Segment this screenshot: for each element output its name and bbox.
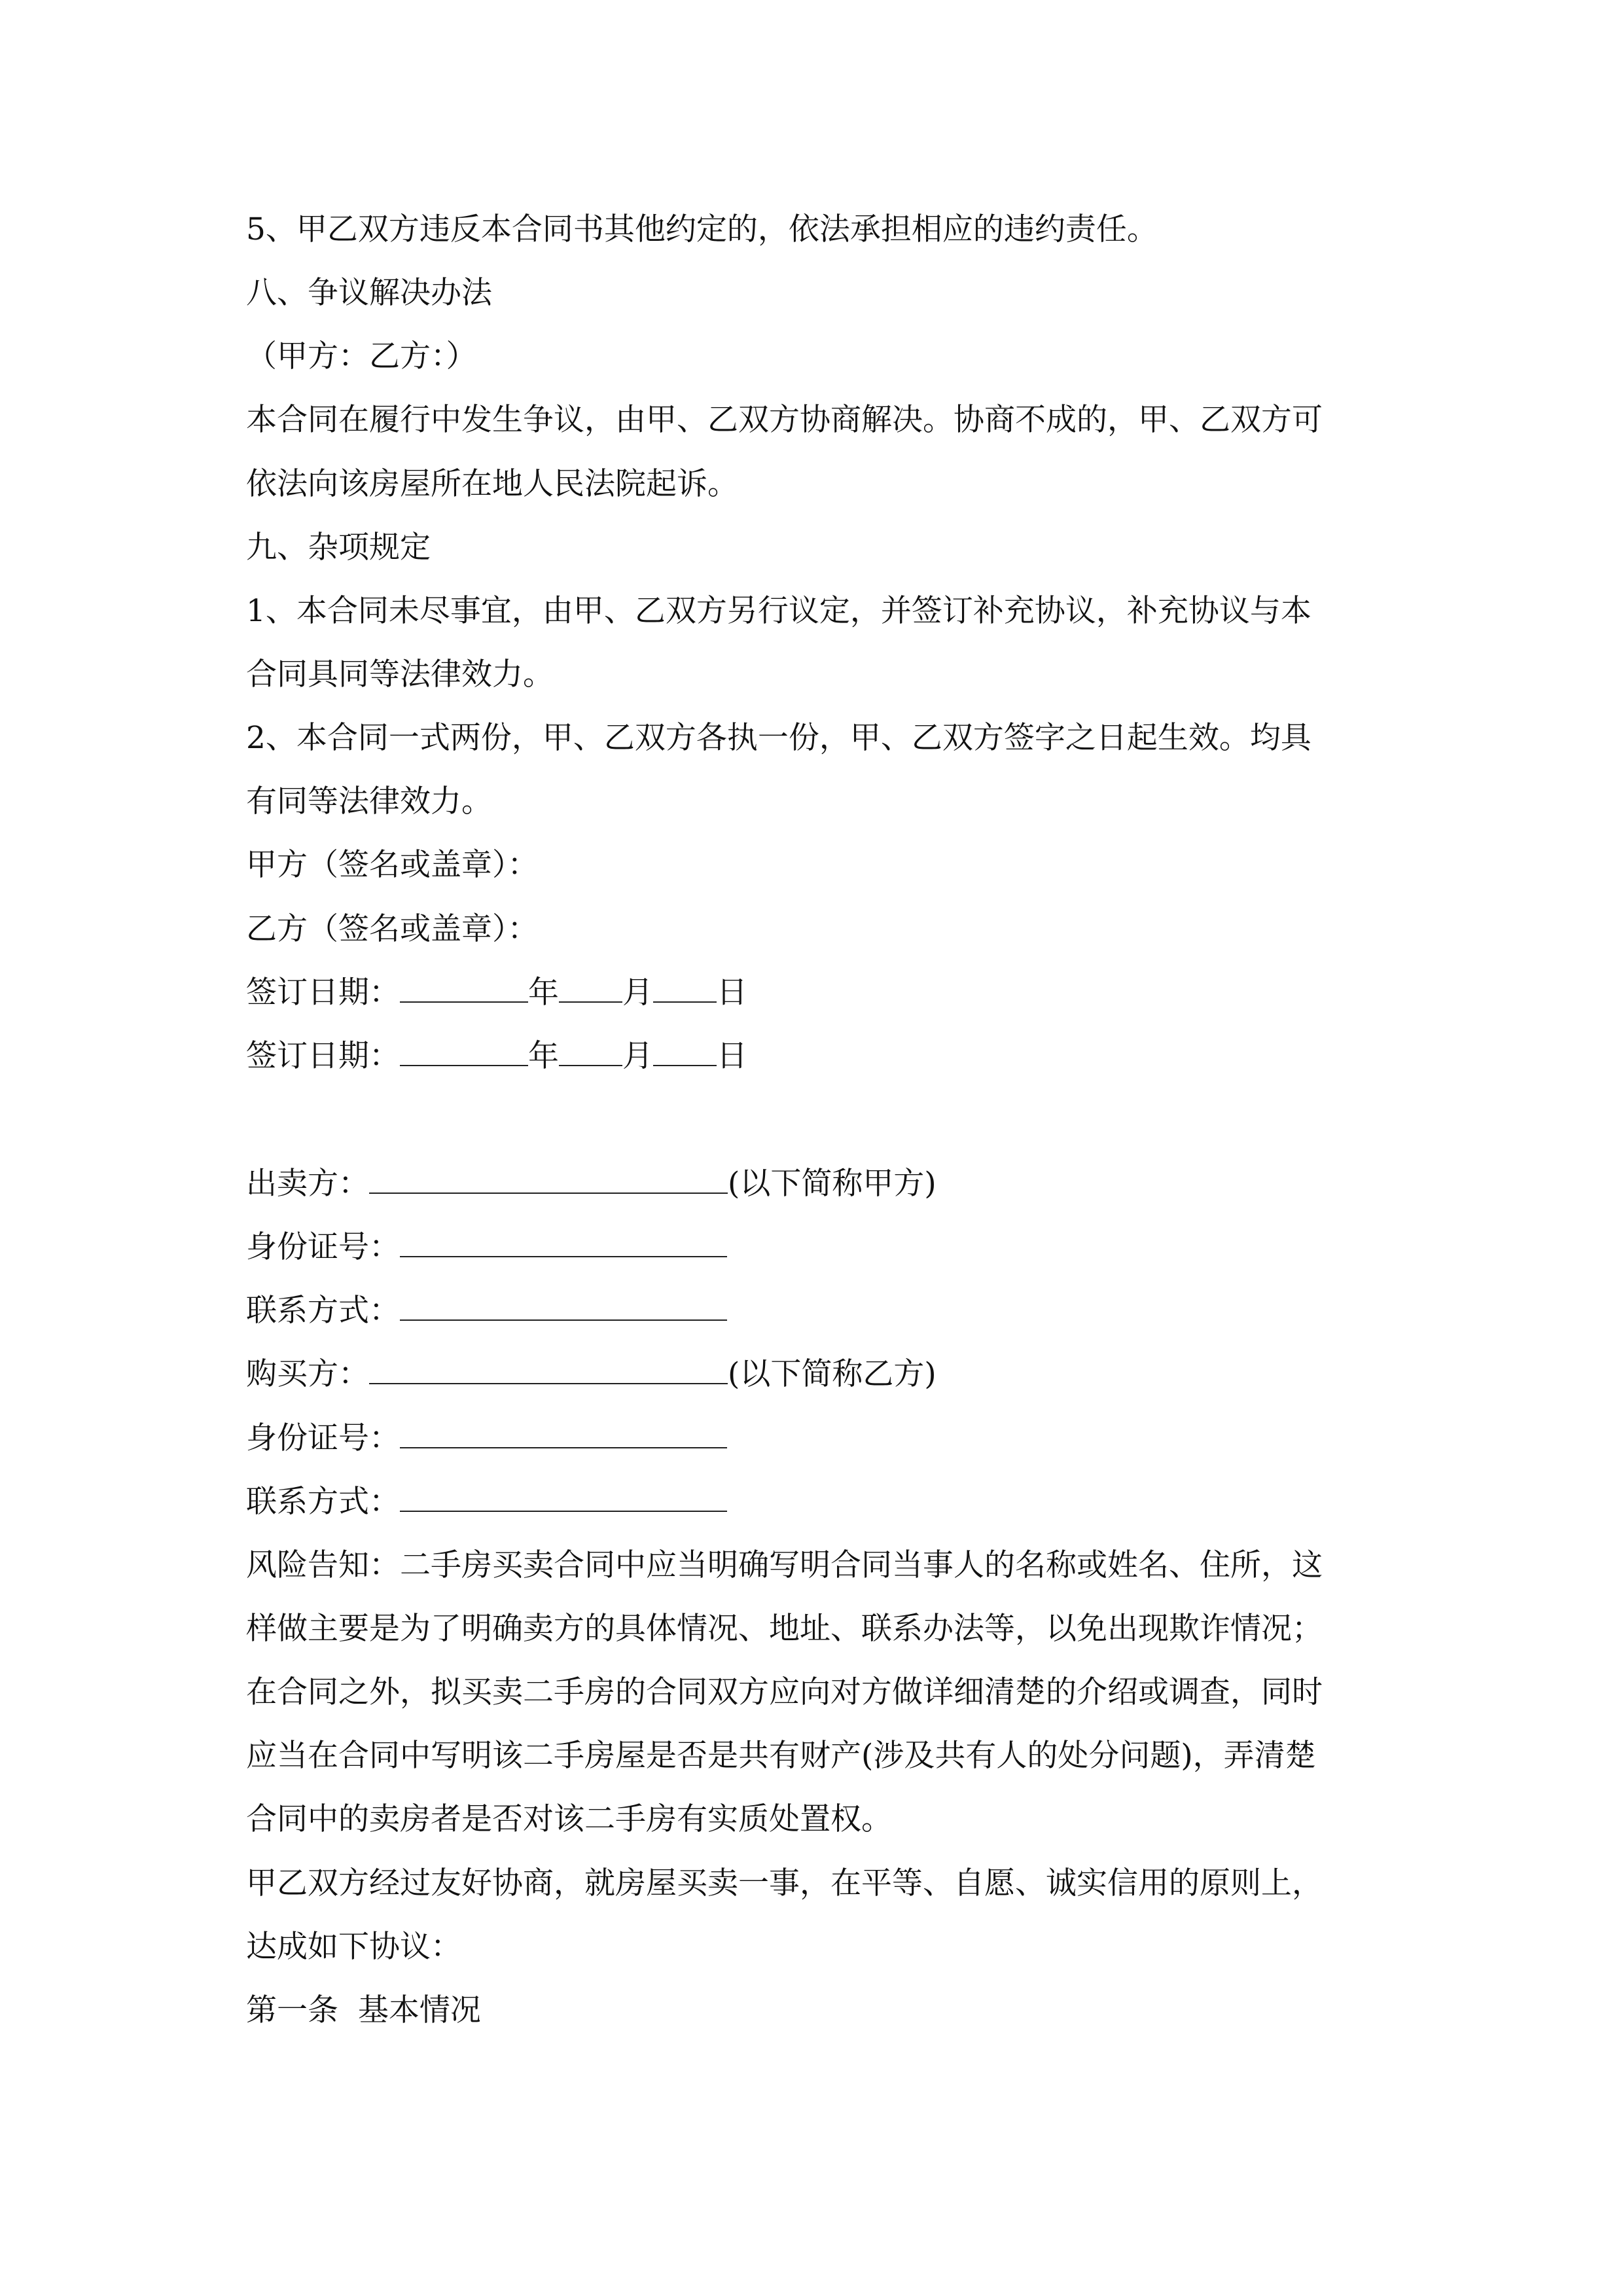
year-blank[interactable] bbox=[400, 1039, 528, 1066]
clause-9-2-line-2: 有同等法律效力。 bbox=[246, 783, 492, 819]
risk-notice-line-1: 风险告知：二手房买卖合同中应当明确写明合同当事人的名称或姓名、住所，这 bbox=[246, 1547, 1323, 1583]
buyer-contact-blank[interactable] bbox=[400, 1484, 727, 1512]
article-1-heading: 第一条 基本情况 bbox=[246, 1992, 481, 2028]
seller-label: 出卖方： bbox=[246, 1166, 369, 1202]
seller-id-label: 身份证号： bbox=[246, 1229, 400, 1265]
section-8-heading: 八、争议解决办法 bbox=[246, 275, 492, 311]
seller-contact-row bbox=[246, 1291, 727, 1331]
month-label: 月 bbox=[622, 1038, 653, 1074]
risk-notice-line-5: 合同中的卖房者是否对该二手房有实质处置权。 bbox=[246, 1801, 892, 1837]
sign-date-row-1 bbox=[246, 973, 747, 1013]
seller-id-blank[interactable] bbox=[400, 1230, 727, 1257]
buyer-contact-row bbox=[246, 1482, 727, 1522]
sign-date-label: 签订日期： bbox=[246, 975, 400, 1011]
buyer-id-blank[interactable] bbox=[400, 1421, 727, 1448]
clause-7-5: 5、甲乙双方违反本合同书其他约定的，依法承担相应的违约责任。 bbox=[246, 211, 1158, 247]
day-blank[interactable] bbox=[653, 975, 717, 1003]
year-blank[interactable] bbox=[400, 975, 528, 1003]
buyer-id-row bbox=[246, 1419, 727, 1458]
risk-notice-line-2: 样做主要是为了明确卖方的具体情况、地址、联系办法等，以免出现欺诈情况； bbox=[246, 1611, 1323, 1647]
agreement-intro-line-2: 达成如下协议： bbox=[246, 1929, 461, 1965]
parties-parenthetical: （甲方：乙方：） bbox=[246, 338, 477, 374]
seller-row bbox=[246, 1164, 936, 1204]
dispute-text-line-1: 本合同在履行中发生争议，由甲、乙双方协商解决。协商不成的，甲、乙双方可 bbox=[246, 402, 1323, 438]
seller-suffix: (以下简称甲方) bbox=[728, 1166, 936, 1202]
day-blank[interactable] bbox=[653, 1039, 717, 1066]
buyer-label: 购买方： bbox=[246, 1356, 369, 1392]
month-blank[interactable] bbox=[559, 975, 622, 1003]
sign-date-row-2 bbox=[246, 1037, 747, 1076]
risk-notice-line-3: 在合同之外，拟买卖二手房的合同双方应向对方做详细清楚的介绍或调查，同时 bbox=[246, 1674, 1323, 1710]
clause-9-1-line-1: 1、本合同未尽事宜，由甲、乙双方另行议定，并签订补充协议，补充协议与本 bbox=[246, 593, 1311, 629]
seller-name-blank[interactable] bbox=[369, 1166, 728, 1194]
buyer-row bbox=[246, 1355, 936, 1394]
month-label: 月 bbox=[622, 975, 653, 1011]
seller-id-row bbox=[246, 1228, 727, 1267]
buyer-suffix: (以下简称乙方) bbox=[728, 1356, 936, 1392]
clause-9-2-line-1: 2、本合同一式两份，甲、乙双方各执一份，甲、乙双方签字之日起生效。均具 bbox=[246, 720, 1311, 756]
party-b-signature: 乙方（签名或盖章）： bbox=[246, 911, 539, 947]
seller-contact-label: 联系方式： bbox=[246, 1293, 400, 1329]
year-label: 年 bbox=[528, 1038, 559, 1074]
day-label: 日 bbox=[717, 1038, 747, 1074]
risk-notice-line-4: 应当在合同中写明该二手房屋是否是共有财产(涉及共有人的处分问题)，弄清楚 bbox=[246, 1738, 1316, 1774]
buyer-name-blank[interactable] bbox=[369, 1357, 728, 1384]
buyer-contact-label: 联系方式： bbox=[246, 1484, 400, 1520]
agreement-intro-line-1: 甲乙双方经过友好协商，就房屋买卖一事，在平等、自愿、诚实信用的原则上， bbox=[246, 1865, 1323, 1901]
section-9-heading: 九、杂项规定 bbox=[246, 529, 431, 565]
sign-date-label: 签订日期： bbox=[246, 1038, 400, 1074]
party-a-signature: 甲方（签名或盖章）： bbox=[246, 847, 539, 883]
month-blank[interactable] bbox=[559, 1039, 622, 1066]
day-label: 日 bbox=[717, 975, 747, 1011]
dispute-text-line-2: 依法向该房屋所在地人民法院起诉。 bbox=[246, 466, 738, 502]
year-label: 年 bbox=[528, 975, 559, 1011]
clause-9-1-line-2: 合同具同等法律效力。 bbox=[246, 656, 554, 692]
seller-contact-blank[interactable] bbox=[400, 1293, 727, 1321]
buyer-id-label: 身份证号： bbox=[246, 1420, 400, 1456]
